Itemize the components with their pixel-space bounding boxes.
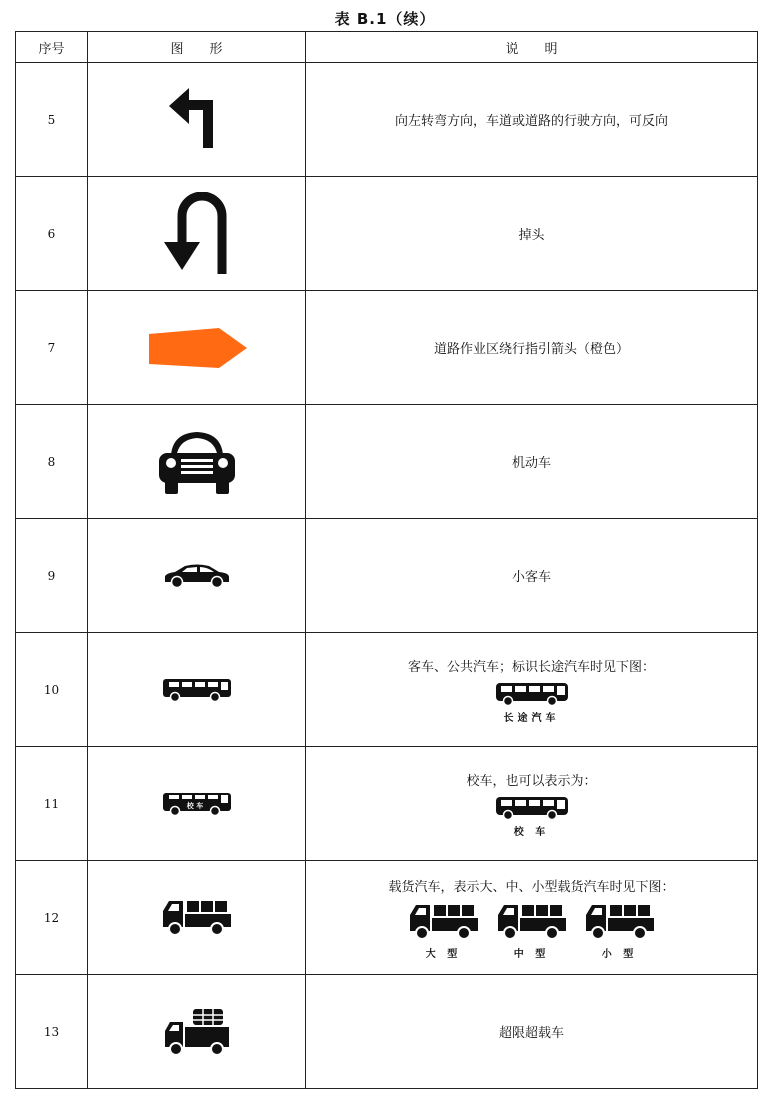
row-index: 5	[16, 63, 88, 177]
figure-cell	[88, 861, 306, 975]
truck-icon	[161, 897, 233, 939]
figure-cell	[88, 519, 306, 633]
table-row	[16, 519, 758, 633]
description: 机动车	[306, 405, 758, 519]
bus-icon	[161, 677, 233, 703]
description: 超限超载车	[306, 975, 758, 1089]
table-row	[16, 405, 758, 519]
sub-figure-label: 小 型	[601, 948, 638, 960]
description: 客车、公共汽车；标识长途汽车时见下图：	[407, 659, 655, 675]
figure-cell	[88, 405, 306, 519]
coach-icon	[494, 681, 570, 707]
sub-figure	[494, 681, 570, 724]
header-description: 说 明	[306, 32, 758, 63]
row-index: 8	[16, 405, 88, 519]
row-index: 11	[16, 747, 88, 861]
sub-figure	[584, 901, 656, 960]
row-index: 6	[16, 177, 88, 291]
description: 载货汽车，表示大、中、小型载货汽车时见下图：	[388, 879, 675, 895]
small-car-icon	[163, 563, 231, 589]
sub-figure-label: 校 车	[513, 826, 550, 838]
sub-figure	[494, 795, 570, 838]
row-index: 10	[16, 633, 88, 747]
header-index: 序号	[16, 32, 88, 63]
school-bus-plain-icon	[494, 795, 570, 821]
description-cell	[306, 747, 758, 861]
table-header-row	[16, 32, 758, 63]
sub-figure	[408, 901, 480, 960]
figure-cell	[88, 633, 306, 747]
sub-figure-label: 中 型	[513, 948, 550, 960]
symbol-table	[15, 31, 758, 1089]
header-figure: 图 形	[88, 32, 306, 63]
overloaded-truck-icon	[163, 1007, 231, 1057]
sub-figure-label: 长途汽车	[503, 712, 560, 724]
table-row	[16, 63, 758, 177]
figure-cell	[88, 63, 306, 177]
table-row	[16, 975, 758, 1089]
description-cell	[306, 861, 758, 975]
description: 小客车	[306, 519, 758, 633]
description: 掉头	[306, 177, 758, 291]
motor-vehicle-icon	[157, 429, 237, 495]
left-turn-arrow-icon	[167, 88, 227, 152]
sub-figure	[496, 901, 568, 960]
description: 校车，也可以表示为：	[466, 773, 597, 789]
description-cell	[306, 633, 758, 747]
table-row	[16, 177, 758, 291]
truck-small-icon	[584, 901, 656, 943]
table-row	[16, 747, 758, 861]
u-turn-icon	[162, 192, 232, 276]
table-caption: 表 B.1（续）	[334, 10, 436, 28]
row-index: 13	[16, 975, 88, 1089]
figure-cell	[88, 291, 306, 405]
description: 道路作业区绕行指引箭头（橙色）	[306, 291, 758, 405]
school-bus-icon-text: 校 车	[186, 801, 203, 810]
sub-figure-label: 大 型	[425, 948, 462, 960]
row-index: 12	[16, 861, 88, 975]
row-index: 7	[16, 291, 88, 405]
figure-cell	[88, 177, 306, 291]
truck-medium-icon	[496, 901, 568, 943]
table-row	[16, 291, 758, 405]
figure-cell	[88, 747, 306, 861]
description: 向左转弯方向，车道或道路的行驶方向，可反向	[306, 63, 758, 177]
figure-cell	[88, 975, 306, 1089]
orange-guide-arrow-icon	[145, 326, 249, 370]
row-index: 9	[16, 519, 88, 633]
table-row	[16, 633, 758, 747]
truck-large-icon	[408, 901, 480, 943]
school-bus-icon	[161, 791, 233, 817]
table-row	[16, 861, 758, 975]
